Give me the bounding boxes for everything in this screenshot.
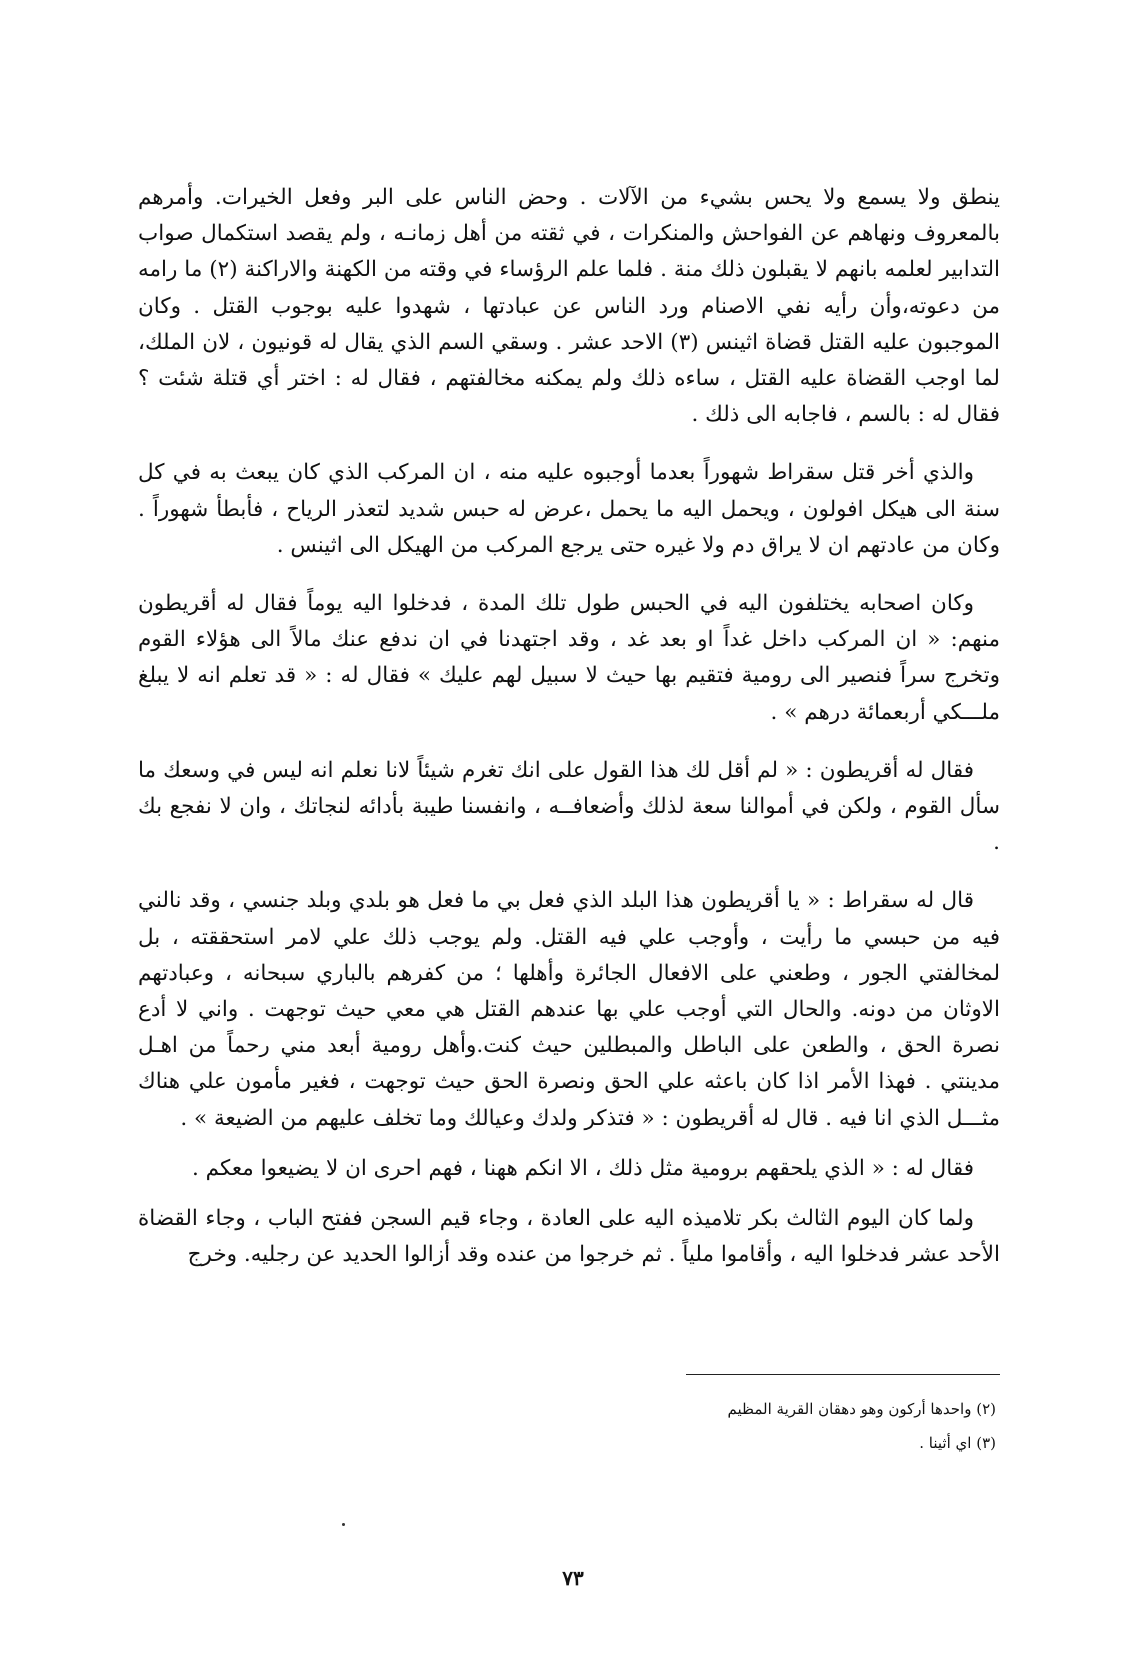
paragraph-1: ينطق ولا يسمع ولا يحس بشيء من الآلات . وحض الناس على البر وفعل الخيرات. وأمرهم بالمعروف ونهاهم عن الفواحش والمنكرات ، في ثقته من أهل زمانـه ، ولم يقصد استكمال صواب التدابير لعلمه بانهم لا يقبلون ذلك منة . فلما علم الرؤساء في وقته من الكهنة والاراكنة (٢) ما رامه من دعوته،وأن رأيه نفي الاصنام ورد الناس عن عبادتها ، شهدوا عليه بوجوب القتل . وكان الموجبون عليه القتل قضاة اثينس (٣) الاحد عشر . وسقي السم الذي يقال له قونيون ، لان الملك، لما اوجب القضاة عليه القتل ، ساءه ذلك ولم يمكنه مخالفتهم ، فقال له : اختر أي قتلة شئت ؟ فقال له : بالسم ، فاجابه الى ذلك . (138, 185, 1001, 428)
paragraph-6: فقال له : « الذي يلحقهم برومية مثل ذلك ، الا انكم ههنا ، فهم احرى ان لا يضيعوا معكم . (192, 1155, 974, 1181)
footnote-3: (٣) اي أثينا . (919, 1434, 996, 1452)
footnote-divider (686, 1374, 1000, 1375)
paragraph-7: ولما كان اليوم الثالث بكر تلاميذه اليه على العادة ، وجاء قيم السجن ففتح الباب ، وجاء القضاة الأحد عشر فدخلوا اليه ، وأقاموا ملياً . ثم خرجوا من عنده وقد أزالوا الحديد عن رجليه. وخرج (138, 1206, 1000, 1268)
paragraph-4: فقال له أقريطون : « لم أقل لك هذا القول على انك تغرم شيئاً لانا نعلم انه ليس في وسعك ما سأل القوم ، ولكن في أموالنا سعة لذلك وأضعافــه ، وانفسنا طيبة بأدائه لنجاتك ، وان لا نفجع بك . (138, 757, 1000, 856)
footnote-2: (٢) واحدها أركون وهو دهقان القرية المظيم (727, 1400, 996, 1418)
paragraph-2: والذي أخر قتل سقراط شهوراً بعدما أوجبوه عليه منه ، ان المركب الذي كان يبعث به في كل سنة الى هيكل افولون ، ويحمل اليه ما يحمل ،عرض له حبس شديد لتعذر الرياح ، فأبطأ شهوراً . وكان من عادتهم ان لا يراق دم ولا غيره حتى يرجع المركب من الهيكل الى اثينس . (138, 460, 1000, 558)
page-number: ٧٣ (562, 1566, 584, 1590)
main-text (138, 180, 1000, 1273)
paragraph-5: قال له سقراط : « يا أقريطون هذا البلد الذي فعل بي ما فعل هو بلدي وبلد جنسي ، وقد نالني فيه من حبسي ما رأيت ، وأوجب علي فيه القتل. ولم يوجب ذلك علي لامر استحققته ، بل لمخالفتي الجور ، وطعني على الافعال الجائرة وأهلها ؛ من كفرهم بالباري سبحانه ، وعبادتهم الاوثان من دونه. والحال التي أوجب علي بها عندهم القتل هي معي حيث توجهت . واني لا أدع نصرة الحق ، والطعن على الباطل والمبطلين حيث كنت.وأهل رومية أبعد مني رحماً من اهـل مدينتي . فهذا الأمر اذا كان باعثه علي الحق ونصرة الحق حيث توجهت ، فغير مأمون علي هناك مثـــل الذي انا فيه . قال له أقريطون : « فتذكر ولدك وعيالك وما تخلف عليهم من الضيعة » . (138, 888, 1000, 1131)
footnotes (460, 1392, 996, 1460)
print-speck (342, 1523, 345, 1526)
paragraph-3: وكان اصحابه يختلفون اليه في الحبس طول تلك المدة ، فدخلوا اليه يوماً فقال له أقريطون منهم: « ان المركب داخل غداً او بعد غد ، وقد اجتهدنا في ان ندفع عنك مالاً الى هؤلاء القوم وتخرج سراً فنصير الى رومية فتقيم بها حيث لا سبيل لهم عليك » فقال له : « قد تعلم انه لا يبلغ ملـــكي أربعمائة درهم » . (138, 591, 1000, 725)
